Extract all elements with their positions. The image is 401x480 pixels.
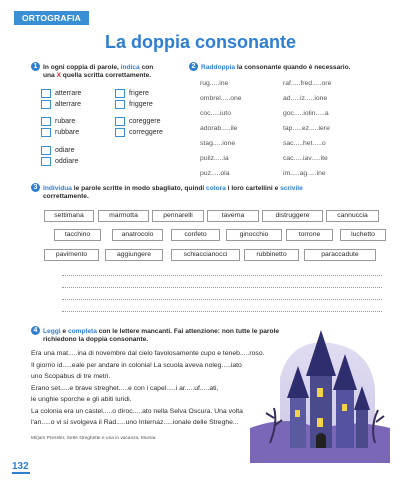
word-card[interactable]: marmotta bbox=[98, 210, 149, 222]
checkbox-label: correggere bbox=[129, 129, 163, 136]
exercise-2-number: 2 bbox=[189, 62, 198, 71]
checkbox[interactable] bbox=[41, 146, 51, 155]
answer-line[interactable] bbox=[62, 299, 382, 300]
answer-line[interactable] bbox=[62, 287, 382, 288]
word-checkbox-item[interactable] bbox=[41, 89, 81, 98]
answer-line[interactable] bbox=[62, 275, 382, 276]
word-checkbox-item[interactable] bbox=[41, 117, 75, 126]
word-card[interactable]: tacchino bbox=[54, 229, 101, 241]
word-card[interactable]: luchetto bbox=[340, 229, 386, 241]
fill-in-word[interactable]: coc.....iuto bbox=[200, 110, 231, 117]
word-checkbox-item[interactable] bbox=[115, 100, 153, 109]
checkbox-label: frigere bbox=[129, 90, 149, 97]
exercise-2-instruction: 2 Raddoppia la consonante quando è necessario. bbox=[189, 62, 389, 72]
word-card[interactable]: rubbinetto bbox=[244, 249, 299, 261]
word-card[interactable]: pennarelli bbox=[152, 210, 204, 222]
word-card[interactable]: distruggere bbox=[262, 210, 323, 222]
checkbox[interactable] bbox=[115, 100, 125, 109]
fill-in-word[interactable]: raf.....fred.....ore bbox=[283, 80, 332, 87]
word-card[interactable]: aggiungere bbox=[105, 249, 163, 261]
text-line[interactable]: le unghie sporche e gli abiti luridi. bbox=[31, 396, 132, 403]
citation: Mirjam Pressler, Sette streghette e una in vacanza, Mursia bbox=[31, 436, 156, 441]
checkbox[interactable] bbox=[115, 128, 125, 137]
fill-in-word[interactable]: goc.....iolin.....a bbox=[283, 110, 329, 117]
fill-in-word[interactable]: adorab.....ile bbox=[200, 125, 238, 132]
checkbox-label: odiare bbox=[55, 147, 75, 154]
checkbox[interactable] bbox=[41, 100, 51, 109]
word-card[interactable]: confeto bbox=[171, 229, 220, 241]
word-card[interactable]: taverna bbox=[207, 210, 259, 222]
fill-in-word[interactable]: ad.....iz.....ione bbox=[283, 95, 328, 102]
text-line[interactable]: La colonia era un castel.....o diroc.....ato nella Selva Oscura. Una volta bbox=[31, 407, 243, 415]
checkbox[interactable] bbox=[41, 128, 51, 137]
checkbox-label: rubare bbox=[55, 118, 76, 125]
answer-line[interactable] bbox=[62, 311, 382, 312]
word-card[interactable]: ginocchio bbox=[226, 229, 282, 241]
text-line[interactable]: uno Scopabus di tre metri. bbox=[31, 373, 111, 380]
checkbox-label: oddiare bbox=[55, 158, 79, 165]
fill-in-word[interactable]: rug.....ine bbox=[200, 80, 229, 87]
checkbox[interactable] bbox=[41, 117, 51, 126]
checkbox[interactable] bbox=[115, 117, 125, 126]
page-number-bar bbox=[12, 472, 30, 474]
text-line[interactable]: Il giorno id.....eale per andare in colonia! La scuola aveva noleg.....iato bbox=[31, 361, 242, 369]
exercise-3-instruction: 3 Individua le parole scritte in modo sbagliato, quindi colora i loro cartellini e scrivile correttamente. bbox=[31, 183, 381, 202]
fill-in-word[interactable]: im.....ag.....ine bbox=[283, 170, 326, 177]
word-card[interactable]: torrone bbox=[286, 229, 333, 241]
castle-illustration bbox=[250, 318, 390, 463]
checkbox[interactable] bbox=[41, 157, 51, 166]
checkbox[interactable] bbox=[41, 89, 51, 98]
exercise-1-instruction: 1 In ogni coppia di parole, indica con una X quella scritta correttamente. bbox=[31, 62, 181, 81]
exercise-4-instruction: 4 Leggi e completa con le lettere mancanti. Fai attenzione: non tutte le parole richiedono la doppia consonante. bbox=[31, 326, 331, 345]
word-card[interactable]: settimana bbox=[44, 210, 94, 222]
checkbox-label: coreggere bbox=[129, 118, 161, 125]
word-checkbox-item[interactable] bbox=[115, 117, 161, 126]
word-checkbox-item[interactable] bbox=[115, 128, 163, 137]
word-checkbox-item[interactable] bbox=[41, 146, 74, 155]
word-card[interactable]: cannuccia bbox=[326, 210, 379, 222]
text-line[interactable]: Erano set.....e brave streghet.....e con i capel.....i ar.....uf.....ati, bbox=[31, 384, 219, 392]
text-line[interactable]: l'an.....o vi si svolgeva il Rad.....uno Internaz.....ionale delle Streghe... bbox=[31, 419, 239, 426]
page-number: 132 bbox=[12, 461, 29, 472]
text-line[interactable]: Era una mat.....ina di novembre dal cielo favolosamente cupo e teneb.....roso. bbox=[31, 350, 265, 357]
exercise-1-number: 1 bbox=[31, 62, 40, 71]
section-tag: ORTOGRAFIA bbox=[14, 11, 89, 25]
word-card[interactable]: anatrocolo bbox=[112, 229, 163, 241]
fill-in-word[interactable]: ombrel.....one bbox=[200, 95, 242, 102]
checkbox-label: alterrare bbox=[55, 101, 82, 108]
checkbox[interactable] bbox=[115, 89, 125, 98]
exercise-4-paragraph bbox=[31, 348, 265, 429]
fill-in-word[interactable]: cac.....iav.....ite bbox=[283, 155, 328, 162]
word-checkbox-item[interactable] bbox=[41, 128, 79, 137]
word-checkbox-item[interactable] bbox=[115, 89, 149, 98]
fill-in-word[interactable]: sac.....het.....o bbox=[283, 140, 326, 147]
checkbox-label: atterrare bbox=[55, 90, 82, 97]
exercise-4-number: 4 bbox=[31, 326, 40, 335]
word-card[interactable]: paraccadute bbox=[304, 249, 376, 261]
word-checkbox-item[interactable] bbox=[41, 100, 81, 109]
fill-in-word[interactable]: stag.....ione bbox=[200, 140, 236, 147]
fill-in-word[interactable]: puz.....ola bbox=[200, 170, 230, 177]
word-card[interactable]: pavimento bbox=[44, 249, 99, 261]
checkbox-label: friggere bbox=[129, 101, 153, 108]
fill-in-word[interactable]: tap.....ez.....iere bbox=[283, 125, 330, 132]
checkbox-label: rubbare bbox=[55, 129, 80, 136]
page-title: La doppia consonante bbox=[104, 32, 296, 52]
word-card[interactable]: schiaccianocci bbox=[171, 249, 240, 261]
fill-in-word[interactable]: puliz.....ia bbox=[200, 155, 229, 162]
exercise-3-number: 3 bbox=[31, 183, 40, 192]
word-checkbox-item[interactable] bbox=[41, 157, 78, 166]
